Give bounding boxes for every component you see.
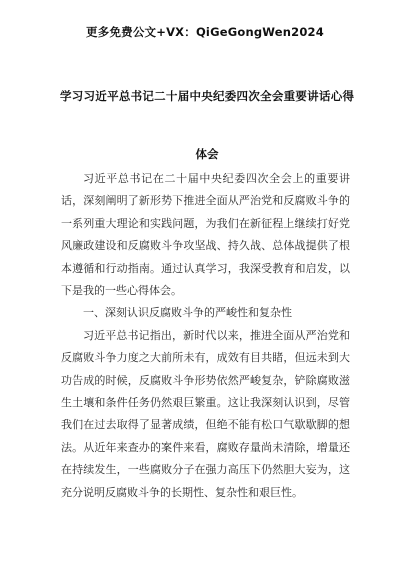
paragraph-section-1: 习近平总书记指出，新时代以来，推进全面从严治党和反腐败斗争力度之大前所未有，成效有目共睹，但远未到大功告成的时候，反腐败斗争形势依然严峻复杂，铲除腐败滋生土壤和条件任务仍然艰巨繁重。这让我深刻认识到，尽管我们在过去取得了显著成绩，但绝不能有松口气歇歇脚的想法。从近年来查办的案件来看，腐败存量尚未清除，增量还在持续发生，一些腐败分子在强力高压下仍然胆大妄为，这充分说明反腐败斗争的长期性、复杂性和艰巨性。	[61, 328, 350, 499]
paragraph-intro: 习近平总书记在二十届中央纪委四次全会上的重要讲话，深刻阐明了新形势下推进全面从严治党和反腐败斗争的一系列重大理论和实践问题，为我们在新征程上继续打好党风廉政建设和反腐败斗争攻坚战、持久战、总体战提供了根本遵循和行动指南。通过认真学习，我深受教育和启发，以下是我的一些心得体会。	[61, 172, 350, 298]
document-title: 学习习近平总书记二十届中央纪委四次全会重要讲话心得体会	[60, 89, 354, 161]
document-body	[61, 168, 350, 504]
header-line: 更多免费公文+VX：QiGeGongWen2024	[86, 25, 324, 39]
section-heading-1: 一、深刻认识反腐败斗争的严峻性和复杂性	[83, 306, 292, 320]
